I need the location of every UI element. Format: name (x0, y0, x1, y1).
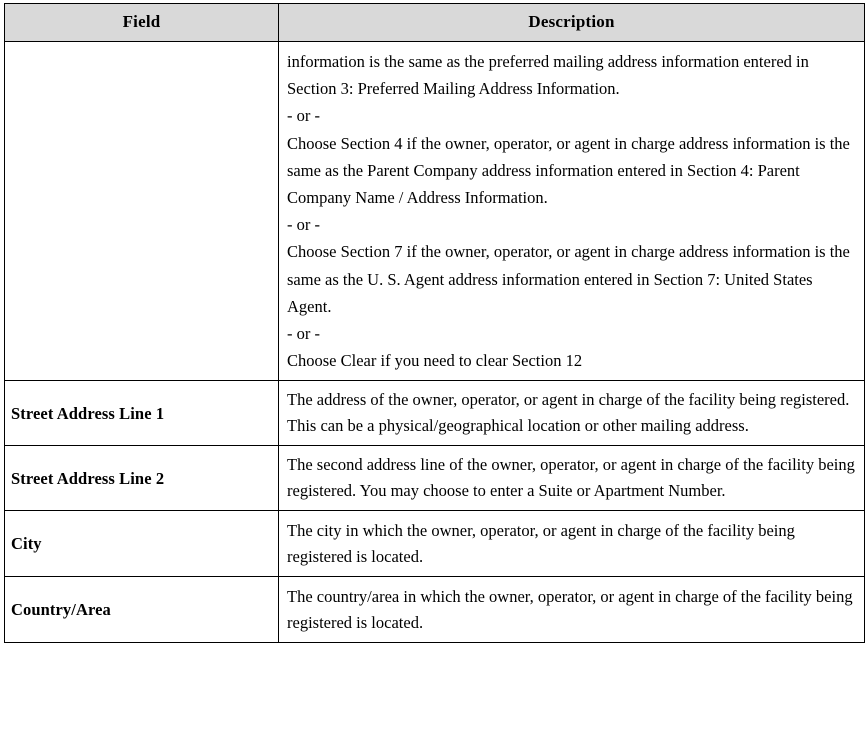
description-paragraph: information is the same as the preferred mailing address information entered in Section 3: Preferred Mailing Address Information. (287, 52, 809, 99)
column-header-description: Description (279, 4, 865, 42)
table-header-row (5, 4, 865, 42)
description-paragraph: The city in which the owner, operator, or agent in charge of the facility being registered is located. (287, 521, 795, 567)
field-label: City (5, 511, 279, 577)
description-or-separator: - or - (287, 324, 320, 344)
description-or-separator: - or - (287, 106, 320, 126)
field-description (279, 577, 865, 643)
field-description (279, 511, 865, 577)
table-row (5, 577, 865, 643)
field-label (5, 42, 279, 381)
table-row (5, 446, 865, 511)
field-label: Street Address Line 2 (5, 446, 279, 511)
description-paragraph: The address of the owner, operator, or agent in charge of the facility being registered. This can be a physical/geographical location or other mailing address. (287, 390, 850, 436)
description-paragraph: The country/area in which the owner, operator, or agent in charge of the facility being registered is located. (287, 587, 853, 633)
table-body (5, 42, 865, 643)
table-row (5, 381, 865, 446)
field-description-table (4, 3, 865, 643)
table-row (5, 42, 865, 381)
description-paragraph: The second address line of the owner, operator, or agent in charge of the facility being registered. You may choose to enter a Suite or Apartment Number. (287, 455, 855, 501)
table-row (5, 511, 865, 577)
column-header-field: Field (5, 4, 279, 42)
description-paragraph: Choose Section 7 if the owner, operator, or agent in charge address information is the same as the U. S. Agent address information entered in Section 7: United States Agent. (287, 242, 850, 316)
description-paragraph: Choose Clear if you need to clear Section 12 (287, 351, 583, 371)
field-description (279, 381, 865, 446)
description-or-separator: - or - (287, 215, 320, 235)
field-description (279, 42, 865, 381)
table-header (5, 4, 865, 42)
description-paragraph: Choose Section 4 if the owner, operator, or agent in charge address information is the same as the Parent Company address information entered in Section 4: Parent Company Name / Address Information. (287, 133, 850, 208)
field-label: Country/Area (5, 577, 279, 643)
field-label: Street Address Line 1 (5, 381, 279, 446)
field-description (279, 446, 865, 511)
